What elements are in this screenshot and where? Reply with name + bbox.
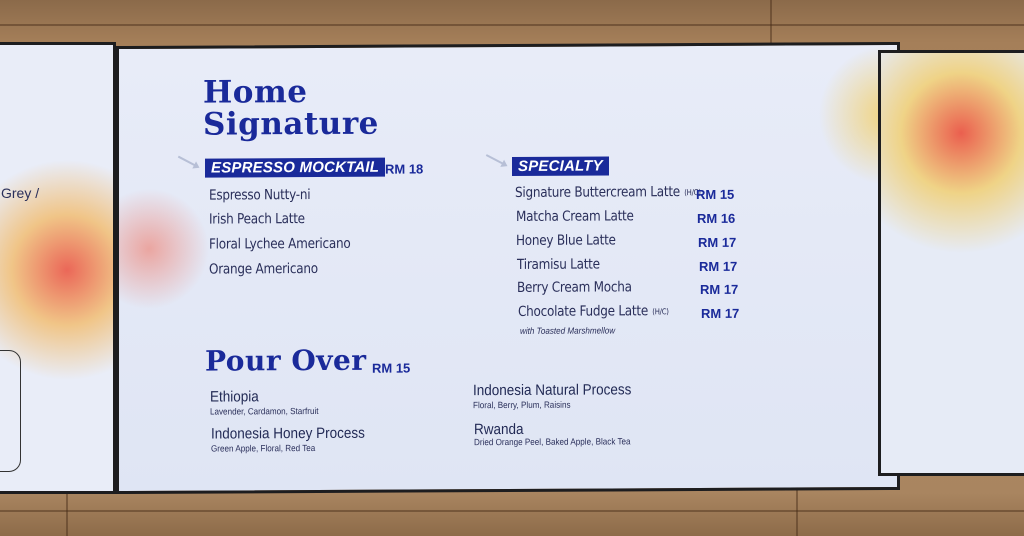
origin-name: Indonesia Honey Process [211, 424, 365, 443]
menu-item-name: Berry Cream Mocha [517, 279, 632, 296]
menu-item-price: RM 15 [696, 186, 735, 203]
menu-item-price: RM 17 [699, 258, 738, 274]
menu-item-name: Tiramisu Latte [517, 256, 600, 273]
hot-cold-tag: (H/C) [684, 187, 701, 197]
menu-item [516, 232, 616, 249]
origin-notes: Floral, Berry, Plum, Raisins [473, 399, 571, 411]
home-signature-title-line1: Home [203, 74, 308, 111]
arrow-icon [486, 154, 506, 166]
origin-name: Indonesia Natural Process [473, 381, 632, 400]
menu-item [517, 257, 600, 273]
menu-item [515, 184, 701, 201]
origin-name: Ethiopia [210, 388, 259, 406]
menu-item-price: RM 17 [698, 234, 737, 251]
left-screen-text: Grey / [1, 185, 40, 201]
menu-item [518, 303, 669, 320]
left-menu-screen [0, 42, 116, 494]
menu-item-name: Honey Blue Latte [516, 232, 616, 249]
left-screen-box [0, 350, 21, 472]
menu-item: Floral Lychee Americano [209, 235, 351, 253]
specialty-note: with Toasted Marshmellow [520, 325, 616, 336]
specialty-label: SPECIALTY [512, 156, 609, 176]
menu-item [517, 279, 632, 296]
menu-item: Espresso Nutty-ni [209, 187, 311, 204]
home-signature-title-line2: Signature [203, 105, 379, 143]
menu-item [516, 208, 634, 225]
main-menu-screen [116, 42, 900, 494]
wood-seam [66, 494, 68, 536]
right-menu-screen [878, 50, 1024, 476]
menu-item-price: RM 17 [701, 305, 740, 321]
arrow-icon [178, 156, 198, 168]
espresso-mocktail-label: ESPRESSO MOCKTAIL [205, 158, 385, 178]
origin-notes: Dried Orange Peel, Baked Apple, Black Tea [474, 436, 631, 448]
wood-seam [0, 24, 1024, 26]
origin-name: Rwanda [474, 420, 524, 439]
wood-seam [0, 510, 1024, 512]
pour-over-title: Pour Over [205, 343, 367, 378]
menu-item-name: Signature Buttercream Latte [515, 184, 680, 201]
pour-over-price: RM 15 [372, 360, 411, 376]
wood-seam [770, 0, 772, 44]
hot-cold-tag: (H/C) [652, 306, 669, 316]
origin-notes: Green Apple, Floral, Red Tea [211, 443, 316, 454]
origin-notes: Lavender, Cardamon, Starfruit [210, 405, 319, 417]
menu-item-name: Chocolate Fudge Latte [518, 303, 649, 320]
menu-item: Irish Peach Latte [209, 211, 305, 228]
menu-item-name: Matcha Cream Latte [516, 208, 634, 225]
menu-item: Orange Americano [209, 260, 318, 278]
menu-item-price: RM 17 [700, 281, 739, 297]
espresso-mocktail-price: RM 18 [385, 161, 424, 177]
menu-item-price: RM 16 [697, 210, 736, 227]
